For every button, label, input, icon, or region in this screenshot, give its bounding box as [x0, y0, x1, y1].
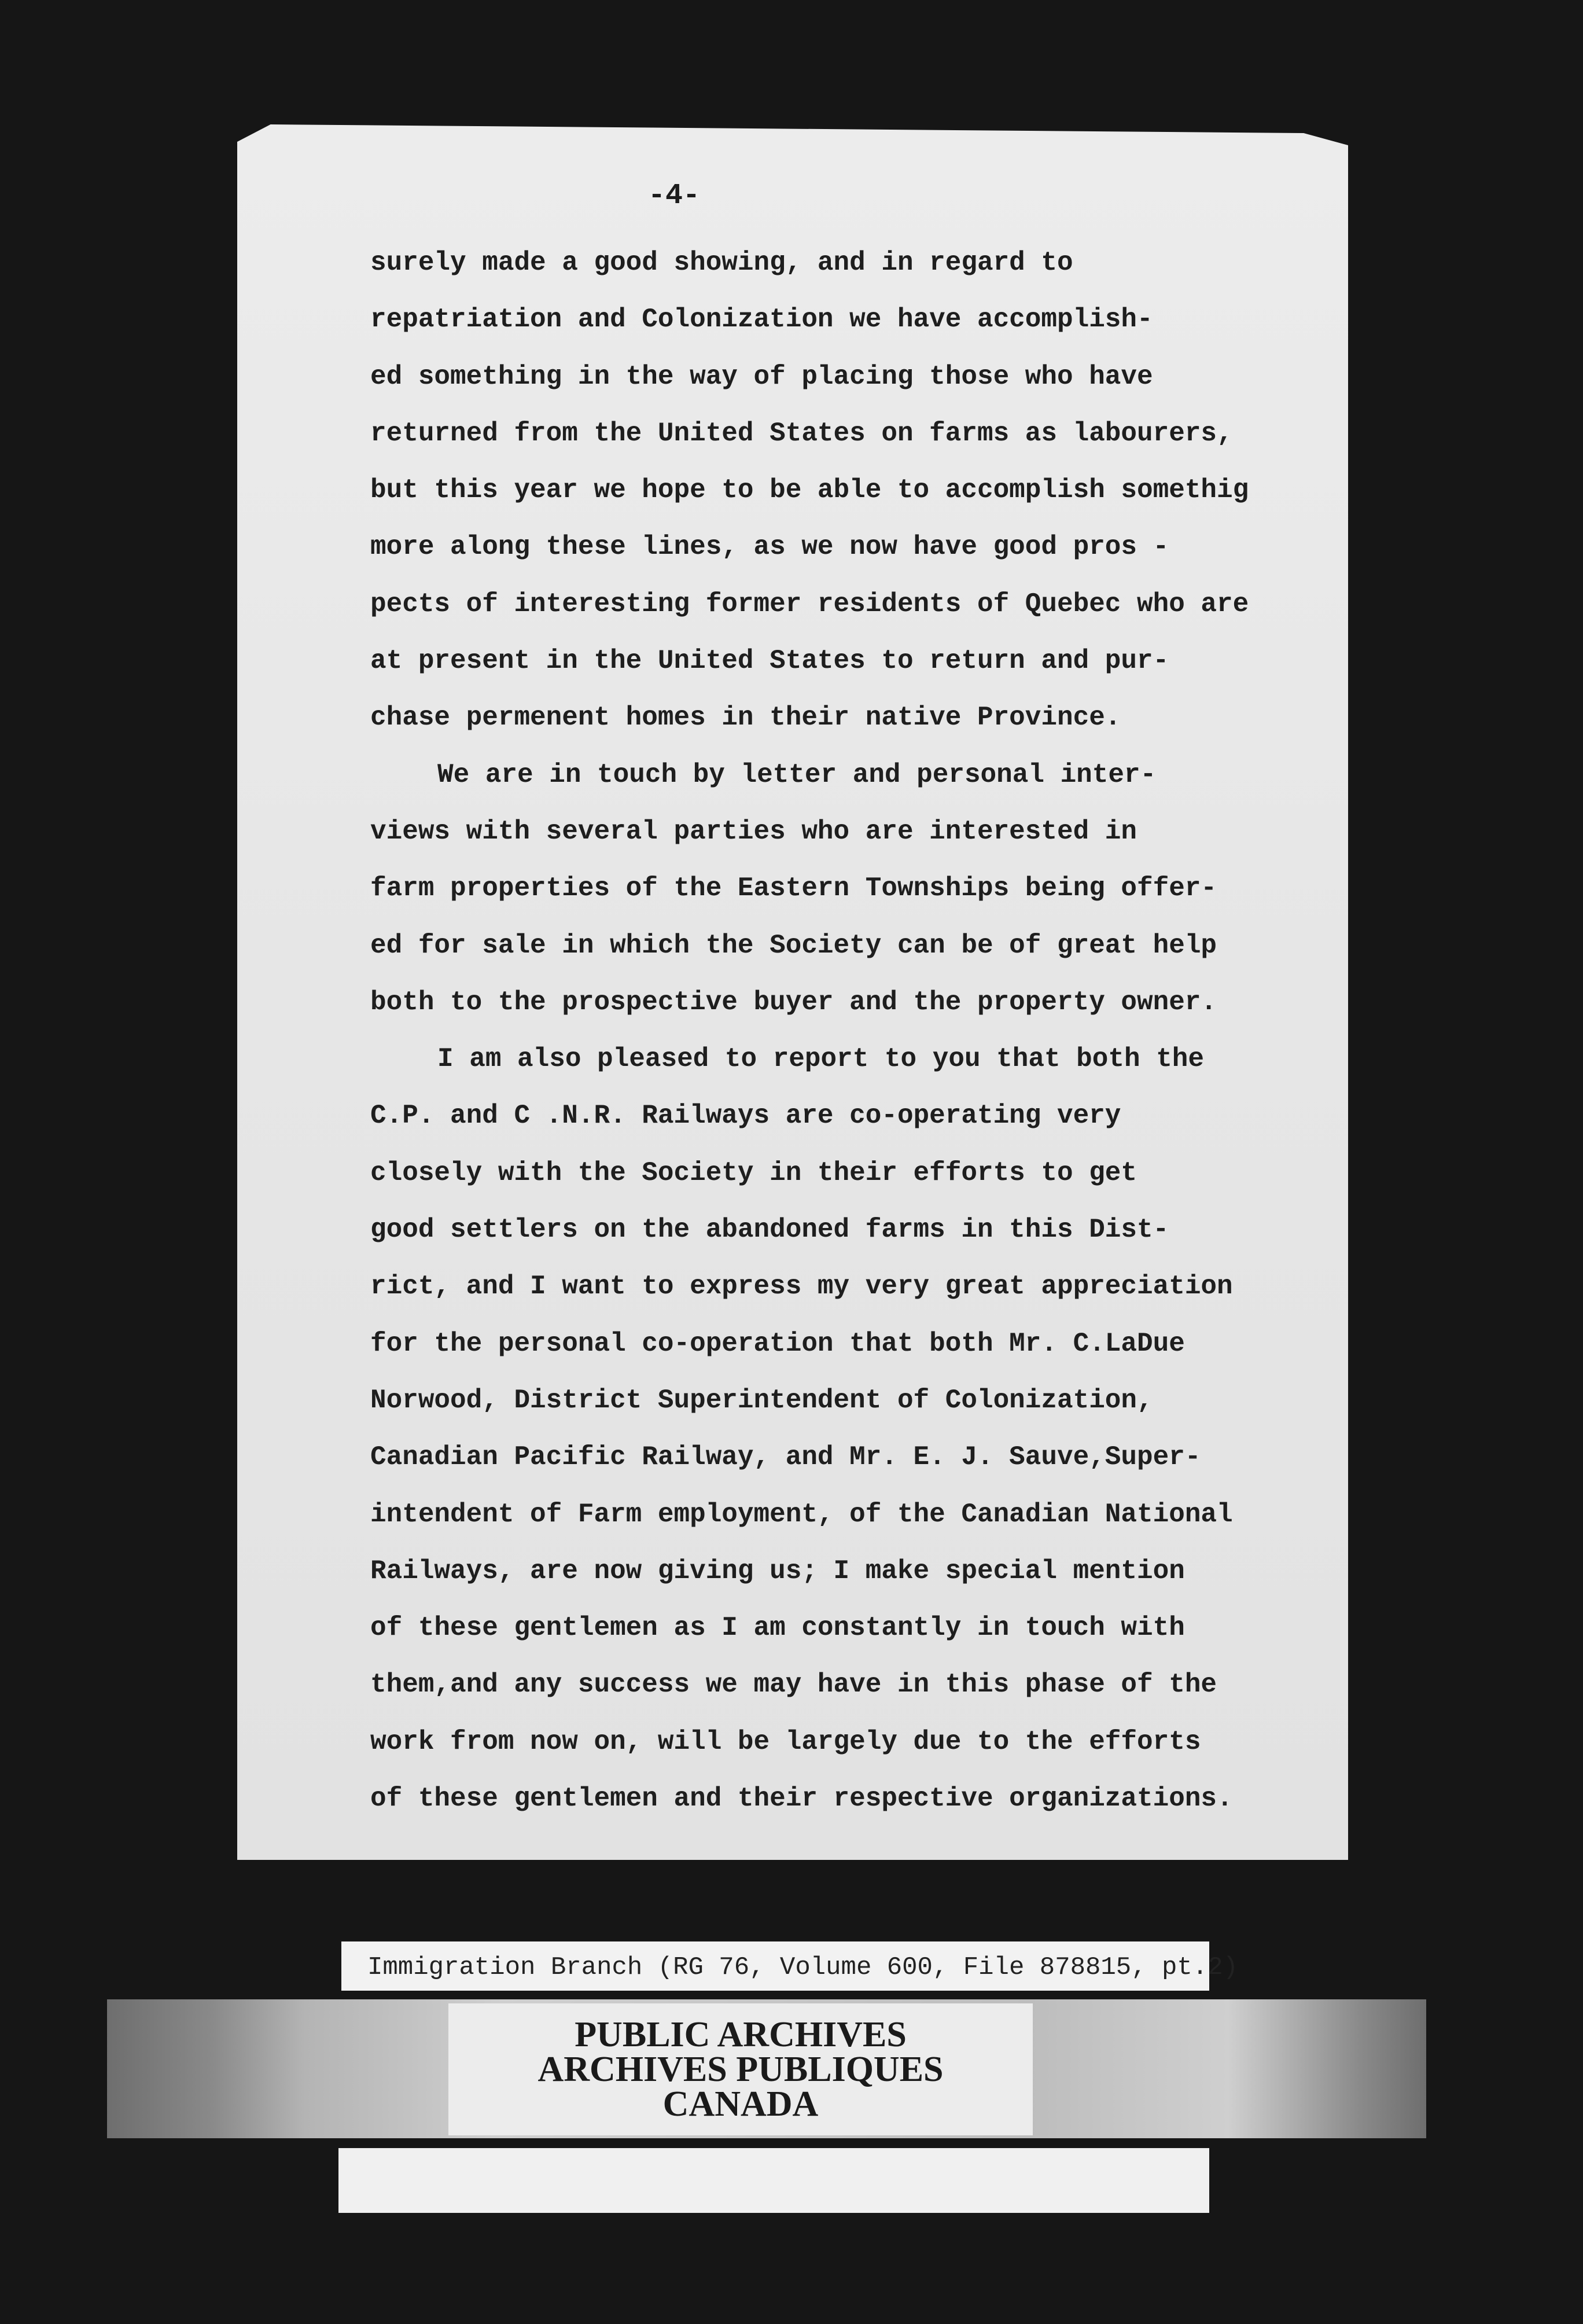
paragraph-start-line: I am also pleased to report to you that both the	[437, 1044, 1205, 1075]
stamp-line-english: PUBLIC ARCHIVES	[575, 2015, 907, 2054]
text-line: C.P. and C .N.R. Railways are co-operating very	[370, 1101, 1121, 1131]
text-line: both to the prospective buyer and the property owner.	[370, 987, 1217, 1017]
text-line: at present in the United States to return and pur-	[370, 646, 1169, 676]
text-line: Railways, are now giving us; I make special mention	[370, 1556, 1185, 1586]
text-line: intendent of Farm employment, of the Canadian National	[370, 1499, 1233, 1529]
text-line: repatriation and Colonization we have accomplish-	[370, 304, 1153, 335]
text-line: Norwood, District Superintendent of Colonization,	[370, 1385, 1153, 1415]
text-line: ed something in the way of placing those who have	[370, 361, 1153, 392]
text-line: ed for sale in which the Society can be of great help	[370, 930, 1217, 961]
archive-stamp	[448, 2003, 1033, 2135]
citation-text: Immigration Branch (RG 76, Volume 600, File 878815, pt.2)	[367, 1953, 1239, 1982]
text-line: chase permenent homes in their native Province.	[370, 703, 1121, 733]
text-line: but this year we hope to be able to accomplish somethig	[370, 475, 1249, 506]
text-line: farm properties of the Eastern Townships being offer-	[370, 873, 1217, 904]
text-line: Canadian Pacific Railway, and Mr. E. J. Sauve,Super-	[370, 1442, 1201, 1473]
text-line: surely made a good showing, and in regard to	[370, 248, 1073, 278]
text-line: views with several parties who are interested in	[370, 816, 1137, 847]
text-line: work from now on, will be largely due to the efforts	[370, 1726, 1201, 1757]
text-line: pects of interesting former residents of Quebec who are	[370, 589, 1249, 619]
text-line: more along these lines, as we now have good pros -	[370, 532, 1169, 562]
letter-body	[370, 234, 1331, 1827]
blank-label-bar	[338, 2148, 1209, 2213]
text-line: good settlers on the abandoned farms in this Dist-	[370, 1215, 1169, 1245]
page-number: -4-	[648, 179, 701, 212]
paragraph-start-line: We are in touch by letter and personal inter-	[437, 759, 1157, 790]
text-line: returned from the United States on farms as labourers,	[370, 418, 1233, 448]
text-line: of these gentlemen as I am constantly in touch with	[370, 1613, 1185, 1643]
text-line: rict, and I want to express my very great appreciation	[370, 1271, 1233, 1302]
text-line: for the personal co-operation that both Mr. C.LaDue	[370, 1328, 1185, 1359]
text-line: closely with the Society in their efforts to get	[370, 1157, 1137, 1188]
stamp-line-country: CANADA	[662, 2084, 819, 2124]
text-line: them,and any success we may have in this phase of the	[370, 1670, 1217, 1700]
text-line: of these gentlemen and their respective organizations.	[370, 1784, 1233, 1814]
stamp-line-french: ARCHIVES PUBLIQUES	[538, 2050, 944, 2089]
